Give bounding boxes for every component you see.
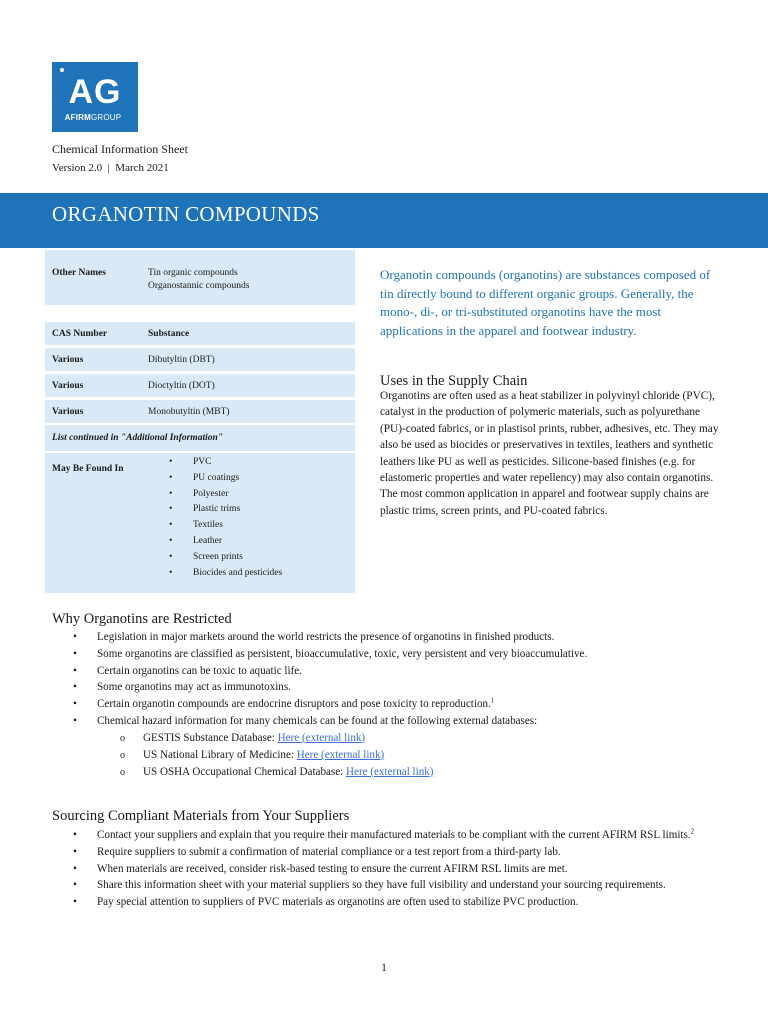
uses-heading: Uses in the Supply Chain — [380, 373, 528, 389]
afirm-logo — [52, 62, 138, 132]
logo-text: AG — [68, 73, 122, 111]
list-item-text: Contact your suppliers and explain that you require their manufactured materials to be compliant with the current AFIRM RSL limits. — [97, 829, 691, 841]
why-restricted-section — [52, 629, 742, 781]
continued-note: List continued in "Additional Information" — [52, 433, 224, 443]
cas-header-row — [45, 322, 355, 346]
substance-cell: Monobutyltin (MBT) — [148, 407, 230, 417]
intro-paragraph: Organotin compounds (organotins) are substances composed of tin directly bound to different organic groups. Generally, the mono-, di-, or tri-substituted organotins have the most applications in the apparel and footwear industry. — [380, 267, 711, 338]
list-item-text: Certain organotin compounds are endocrine disruptors and pose toxicity to reproduction. — [97, 698, 491, 711]
list-item: • Biocides and pesticides — [193, 566, 282, 582]
list-item — [52, 696, 742, 713]
table-row — [45, 348, 355, 372]
database-name: US National Library of Medicine: — [143, 748, 297, 761]
may-be-found-label: May Be Found In — [52, 464, 124, 474]
other-names-block — [45, 250, 355, 305]
table-row — [45, 374, 355, 398]
substance-cell: Dioctyltin (DOT) — [148, 381, 215, 391]
page-title: ORGANOTIN COMPOUNDS — [52, 202, 320, 226]
list-item-text: Chemical hazard information for many chemicals can be found at the following external databases: — [97, 714, 538, 727]
list-item: • Pay special attention to suppliers of PVC materials as organotins are often used to stabilize PVC production. — [52, 894, 742, 911]
cas-cell: Various — [52, 355, 84, 365]
why-restricted-list — [52, 629, 742, 781]
table-row — [45, 400, 355, 424]
may-be-found-block — [45, 453, 355, 593]
continued-note-row — [45, 425, 355, 451]
list-item: • Plastic trims — [193, 502, 282, 518]
found-in-list — [193, 455, 282, 581]
page-number: 1 — [381, 962, 387, 974]
list-item: • PVC — [193, 455, 282, 471]
database-name: GESTIS Substance Database: — [143, 731, 278, 744]
database-item — [97, 764, 742, 781]
other-name: Tin organic compounds — [148, 268, 238, 278]
why-restricted-heading: Why Organotins are Restricted — [52, 611, 232, 627]
gestis-link[interactable]: Here (external link) — [277, 731, 366, 744]
logo-sub-bold: AFIRM — [64, 113, 91, 122]
list-item: • Screen prints — [193, 550, 282, 566]
list-item: • Certain organotins can be toxic to aquatic life. — [52, 663, 742, 680]
cas-number-header: CAS Number — [52, 329, 108, 339]
other-names-label: Other Names — [52, 268, 106, 278]
version-info: Version 2.0 | March 2021 — [52, 162, 169, 174]
list-item — [52, 827, 742, 844]
footnote-ref-2[interactable]: 2 — [690, 827, 695, 836]
logo-subtitle — [52, 113, 134, 122]
substance-header: Substance — [148, 329, 190, 339]
list-item — [52, 713, 742, 781]
list-item: • Textiles — [193, 518, 282, 534]
cas-cell: Various — [52, 407, 84, 417]
osha-link[interactable]: Here (external link) — [346, 765, 434, 778]
uses-paragraph: Organotins are often used as a heat stabilizer in polyvinyl chloride (PVC), catalyst in the production of polymeric materials, such as polyurethane (PU)-coated fabrics, or in plastisol prints, rubber, adhesives, etc. They may also be used as biocides or preservatives in textiles, leathers and synthetic leathers like PU as well as pesticides. Silicone-based finishes (e.g. for elastomeric properties and water repellency) may also contain organotins. The most common application in apparel and footwear supply chains are plastic trims, screen prints, and PU-coated fabrics. — [380, 390, 719, 517]
list-item: • Share this information sheet with your material suppliers so they have full visibility and understand your sourcing requirements. — [52, 877, 742, 894]
sourcing-section — [52, 827, 742, 911]
list-item: • PU coatings — [193, 471, 282, 487]
database-item — [97, 747, 742, 764]
list-item: • When materials are received, consider risk-based testing to ensure the current AFIRM RSL limits are met. — [52, 861, 742, 878]
list-item: • Leather — [193, 534, 282, 550]
sourcing-list — [52, 827, 742, 911]
other-name: Organostannic compounds — [148, 281, 250, 291]
title-banner — [0, 193, 768, 248]
database-name: US OSHA Occupational Chemical Database: — [143, 765, 347, 778]
database-list — [97, 730, 742, 781]
list-item: • Require suppliers to submit a confirmation of material compliance or a test report from a third-party lab. — [52, 844, 742, 861]
other-names-values — [148, 267, 249, 293]
logo-sub-light: GROUP — [90, 113, 122, 122]
sourcing-heading: Sourcing Compliant Materials from Your Suppliers — [52, 808, 350, 824]
list-item: • Legislation in major markets around the world restricts the presence of organotins in finished products. — [52, 629, 742, 646]
document-type: Chemical Information Sheet — [52, 142, 188, 156]
list-item: • Some organotins are classified as persistent, bioaccumulative, toxic, very persistent and very bioaccumulative. — [52, 646, 742, 663]
nlm-link[interactable]: Here (external link) — [296, 748, 385, 761]
substance-info-table — [45, 250, 355, 593]
list-item: • Some organotins may act as immunotoxins. — [52, 679, 742, 696]
footnote-ref-1[interactable]: 1 — [490, 696, 495, 705]
substance-cell: Dibutyltin (DBT) — [148, 355, 215, 365]
logo-dot — [60, 68, 64, 72]
cas-cell: Various — [52, 381, 84, 391]
database-item — [97, 730, 742, 747]
list-item: • Polyester — [193, 487, 282, 503]
